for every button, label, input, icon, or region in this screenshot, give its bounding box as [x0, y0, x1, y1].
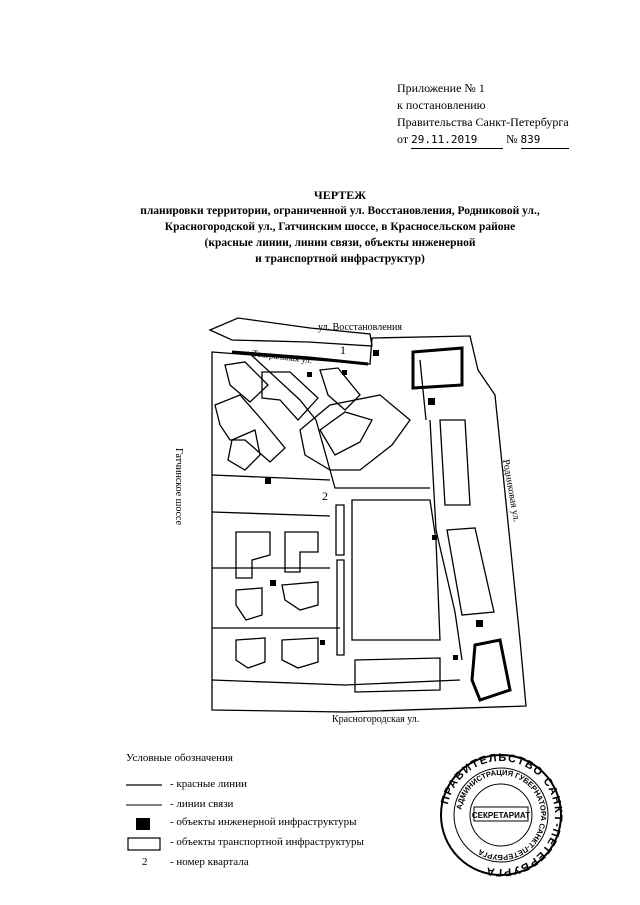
eng-object	[265, 478, 271, 484]
building-7	[228, 430, 260, 470]
legend-label-red-lines: - красные линии	[170, 778, 247, 790]
title-heading: ЧЕРТЕЖ	[313, 188, 367, 202]
building-9	[285, 532, 318, 572]
building-12	[236, 638, 265, 668]
building-11	[282, 582, 318, 610]
block-right-1	[440, 420, 470, 505]
building-5	[300, 395, 410, 470]
eng-object	[373, 350, 379, 356]
street-right-label: Родниковая ул.	[500, 458, 522, 523]
block-number-sample: 2	[142, 856, 148, 868]
title-line-2: Красногородской ул., Гатчинским шоссе, в Красносельском районе	[164, 221, 516, 233]
territory-boundary	[212, 336, 526, 712]
number-prefix: №	[506, 132, 518, 146]
building-4	[320, 368, 360, 410]
stamp-inner-text: АДМИНИСТРАЦИЯ ГУБЕРНАТОРА САНКТ-ПЕТЕРБУРГА	[454, 767, 549, 863]
eng-object	[432, 535, 437, 540]
engineering-symbol	[126, 816, 164, 832]
appendix-line-1: Приложение № 1	[397, 81, 485, 95]
legend-label-block-number: - номер квартала	[170, 856, 249, 868]
building-3	[215, 395, 285, 462]
appendix-line-2: к постановлению	[397, 98, 486, 112]
central-block	[352, 500, 440, 640]
eng-object	[320, 640, 325, 645]
stamp-center-text: СЕКРЕТАРИАТ	[471, 811, 531, 820]
building-8	[236, 532, 270, 578]
vertical-strip-2	[337, 560, 344, 655]
street-theatre-label: Театральная ул.	[251, 348, 313, 366]
eng-object	[476, 620, 483, 627]
road-left-2	[212, 512, 330, 516]
lower-block	[355, 658, 440, 692]
building-10	[236, 588, 262, 620]
street-top-label: ул. Восстановления	[318, 322, 402, 333]
stamp-outer-text: ПРАВИТЕЛЬСТВО САНКТ-ПЕТЕРБУРГА	[439, 752, 564, 878]
road-bottom	[212, 680, 460, 685]
eng-object	[428, 398, 435, 405]
block-right-2	[447, 528, 494, 615]
block-number-2: 2	[322, 489, 328, 503]
block-number-1: 1	[340, 343, 346, 357]
eng-object	[270, 580, 276, 586]
vertical-strip	[336, 505, 344, 555]
appendix-line-3: Правительства Санкт-Петербурга	[397, 115, 569, 129]
number-value: 839	[521, 131, 569, 149]
title-line-1: планировки территории, ограниченной ул. Восстановления, Родниковой ул.,	[140, 205, 540, 217]
building-13	[282, 638, 318, 668]
comm-line-symbol	[126, 798, 164, 812]
eng-object	[342, 370, 347, 375]
eng-object	[307, 372, 312, 377]
legend-heading: Условные обозначения	[126, 752, 233, 764]
street-bottom-label: Красногородская ул.	[332, 714, 420, 725]
official-stamp	[438, 752, 564, 878]
legend-label-transport: - объекты транспортной инфраструктуры	[170, 836, 364, 848]
date-value: 29.11.2019	[411, 131, 503, 149]
road-right-2	[420, 360, 426, 420]
transport-symbol	[126, 836, 164, 852]
eng-object	[453, 655, 458, 660]
legend-label-engineering: - объекты инженерной инфраструктуры	[170, 816, 357, 828]
building-6	[320, 412, 372, 455]
title-line-4: и транспортной инфраструктур)	[255, 253, 425, 265]
red-line-symbol	[126, 778, 164, 792]
date-prefix: от	[397, 132, 409, 146]
legend-label-comm-lines: - линии связи	[170, 798, 234, 810]
street-left-label: Гатчинское шоссе	[173, 448, 184, 526]
parking-bottom	[472, 640, 510, 700]
title-line-3: (красные линии, линии связи, объекты инженерной	[204, 237, 476, 249]
